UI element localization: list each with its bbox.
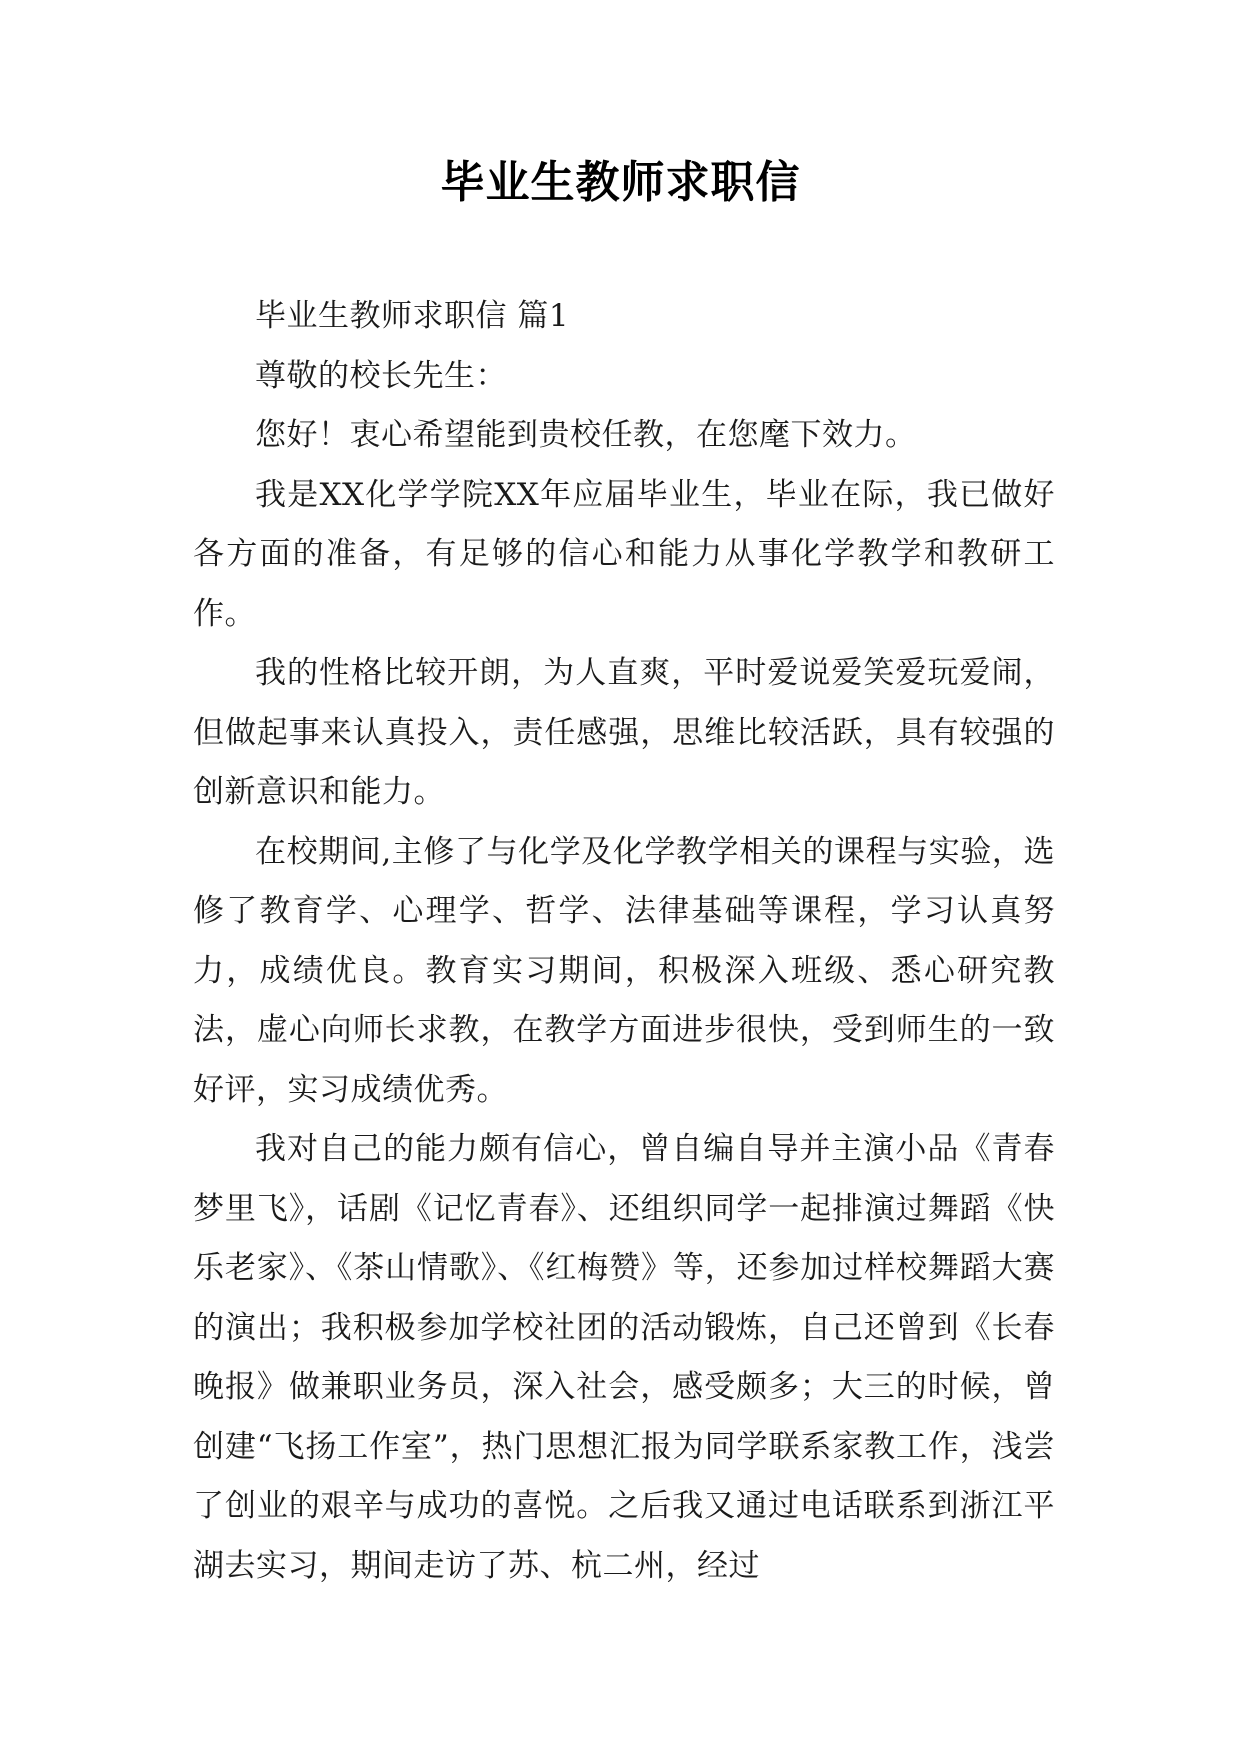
document-body: [193, 287, 1055, 1596]
activities-paragraph: 我对自己的能力颇有信心，曾自编自导并主演小品《青春梦里飞》，话剧《记忆青春》、还组织同学一起排演过舞蹈《快乐老家》、《茶山情歌》、《红梅赞》等，还参加过样校舞蹈大赛的演出；我积极参加学校社团的活动锻炼，自己还曾到《长春晚报》做兼职业务员，深入社会，感受颇多；大三的时候，曾创建“飞扬工作室”，热门思想汇报为同学联系家教工作，浅尝了创业的艰辛与成功的喜悦。之后我又通过电话联系到浙江平湖去实习，期间走访了苏、杭二州，经过: [193, 1131, 1055, 1584]
intro-paragraph: 我是XX化学学院XX年应届毕业生，毕业在际，我已做好各方面的准备，有足够的信心和能力从事化学教学和教研工作。: [193, 476, 1055, 632]
salutation: 尊敬的校长先生：: [255, 357, 507, 394]
document-title: 毕业生教师求职信: [440, 157, 801, 208]
greeting-paragraph: 您好！衷心希望能到贵校任教，在您麾下效力。: [255, 417, 917, 453]
section-heading: 毕业生教师求职信 篇1: [255, 298, 570, 334]
study-paragraph: 在校期间,主修了与化学及化学教学相关的课程与实验，选修了教育学、心理学、哲学、法律基础等课程，学习认真努力，成绩优良。教育实习期间，积极深入班级、悉心研究教法，虚心向师长求教，在教学方面进步很快，受到师生的一致好评，实习成绩优秀。: [193, 833, 1055, 1108]
personality-paragraph: 我的性格比较开朗，为人直爽，平时爱说爱笑爱玩爱闹，但做起事来认真投入，责任感强，思维比较活跃，具有较强的创新意识和能力。: [193, 655, 1055, 810]
